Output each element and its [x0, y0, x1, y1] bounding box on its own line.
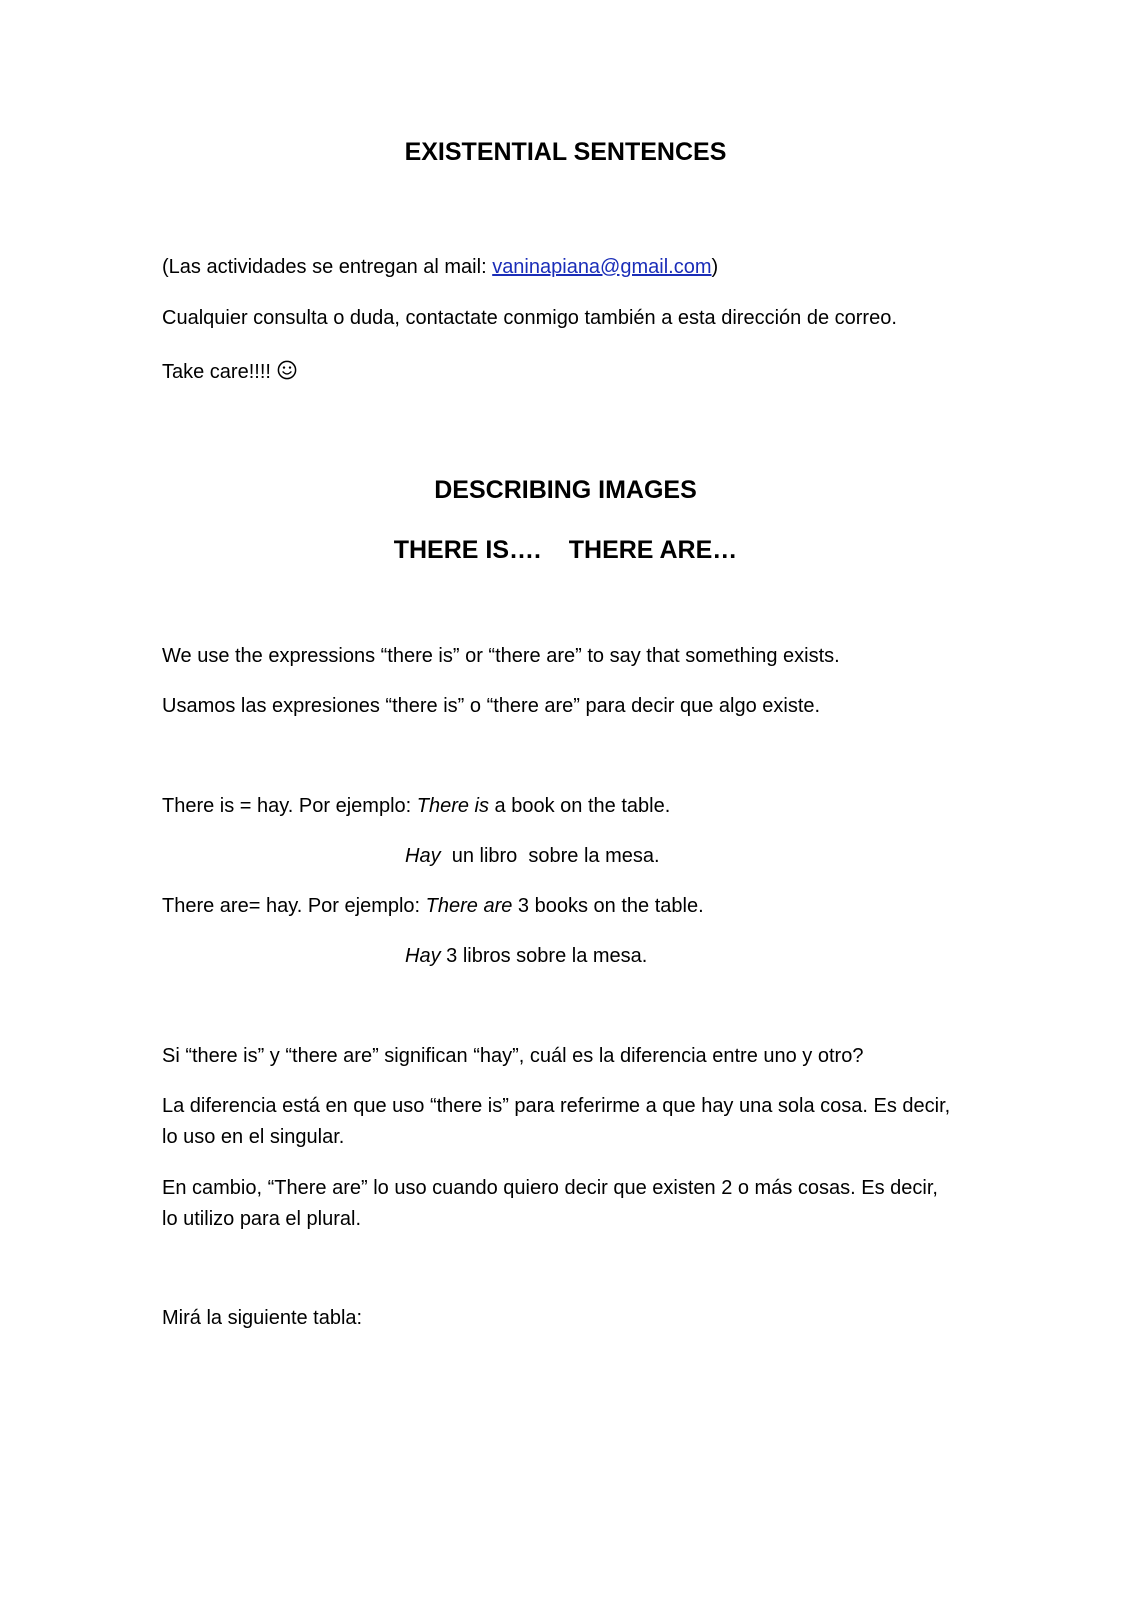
email-link[interactable]: vaninapiana@gmail.com	[492, 256, 712, 278]
smiley-face-icon	[277, 360, 297, 380]
there-are-italic: There are	[425, 895, 513, 917]
mail-prefix: (Las actividades se entregan al mail:	[162, 256, 493, 278]
contact-line: Cualquier consulta o duda, contactate conmigo también a esta dirección de correo.	[162, 307, 897, 329]
there-are-translation-italic: Hay	[405, 945, 441, 967]
plural-line-2: lo utilizo para el plural.	[162, 1208, 361, 1230]
there-is-translation-rest: un libro sobre la mesa.	[440, 845, 660, 867]
there-are-example	[162, 890, 704, 922]
there-is-example	[162, 790, 670, 822]
plural-line-1: En cambio, “There are” lo uso cuando quiero decir que existen 2 o más cosas. Es decir,	[162, 1177, 938, 1199]
explanation-spanish: Usamos las expresiones “there is” o “there are” para decir que algo existe.	[162, 695, 821, 717]
table-prompt: Mirá la siguiente tabla:	[162, 1307, 363, 1329]
there-are-prefix: There are= hay. Por ejemplo:	[162, 895, 426, 917]
take-care-text: Take care!!!!	[162, 361, 271, 383]
take-care-line	[162, 356, 297, 388]
difference-line-1: La diferencia está en que uso “there is” para referirme a que hay una sola cosa. Es decir,	[162, 1095, 951, 1117]
there-are-translation-rest: 3 libros sobre la mesa.	[440, 945, 648, 967]
section-title: DESCRIBING IMAGES	[434, 476, 697, 504]
there-is-translation-italic: Hay	[405, 845, 441, 867]
mail-instruction	[162, 251, 718, 283]
difference-line-2: lo uso en el singular.	[162, 1126, 345, 1148]
document-title: EXISTENTIAL SENTENCES	[404, 138, 727, 166]
there-is-rest: a book on the table.	[489, 795, 671, 817]
section-subtitle: THERE IS…. THERE ARE…	[393, 536, 738, 564]
there-are-rest: 3 books on the table.	[512, 895, 704, 917]
there-is-prefix: There is = hay. Por ejemplo:	[162, 795, 417, 817]
there-is-italic: There is	[416, 795, 489, 817]
there-are-translation	[405, 940, 647, 972]
question-line: Si “there is” y “there are” significan “hay”, cuál es la diferencia entre uno y otro?	[162, 1045, 864, 1067]
mail-suffix: )	[711, 256, 719, 278]
explanation-english: We use the expressions “there is” or “there are” to say that something exists.	[162, 645, 840, 667]
there-is-translation	[405, 840, 660, 872]
